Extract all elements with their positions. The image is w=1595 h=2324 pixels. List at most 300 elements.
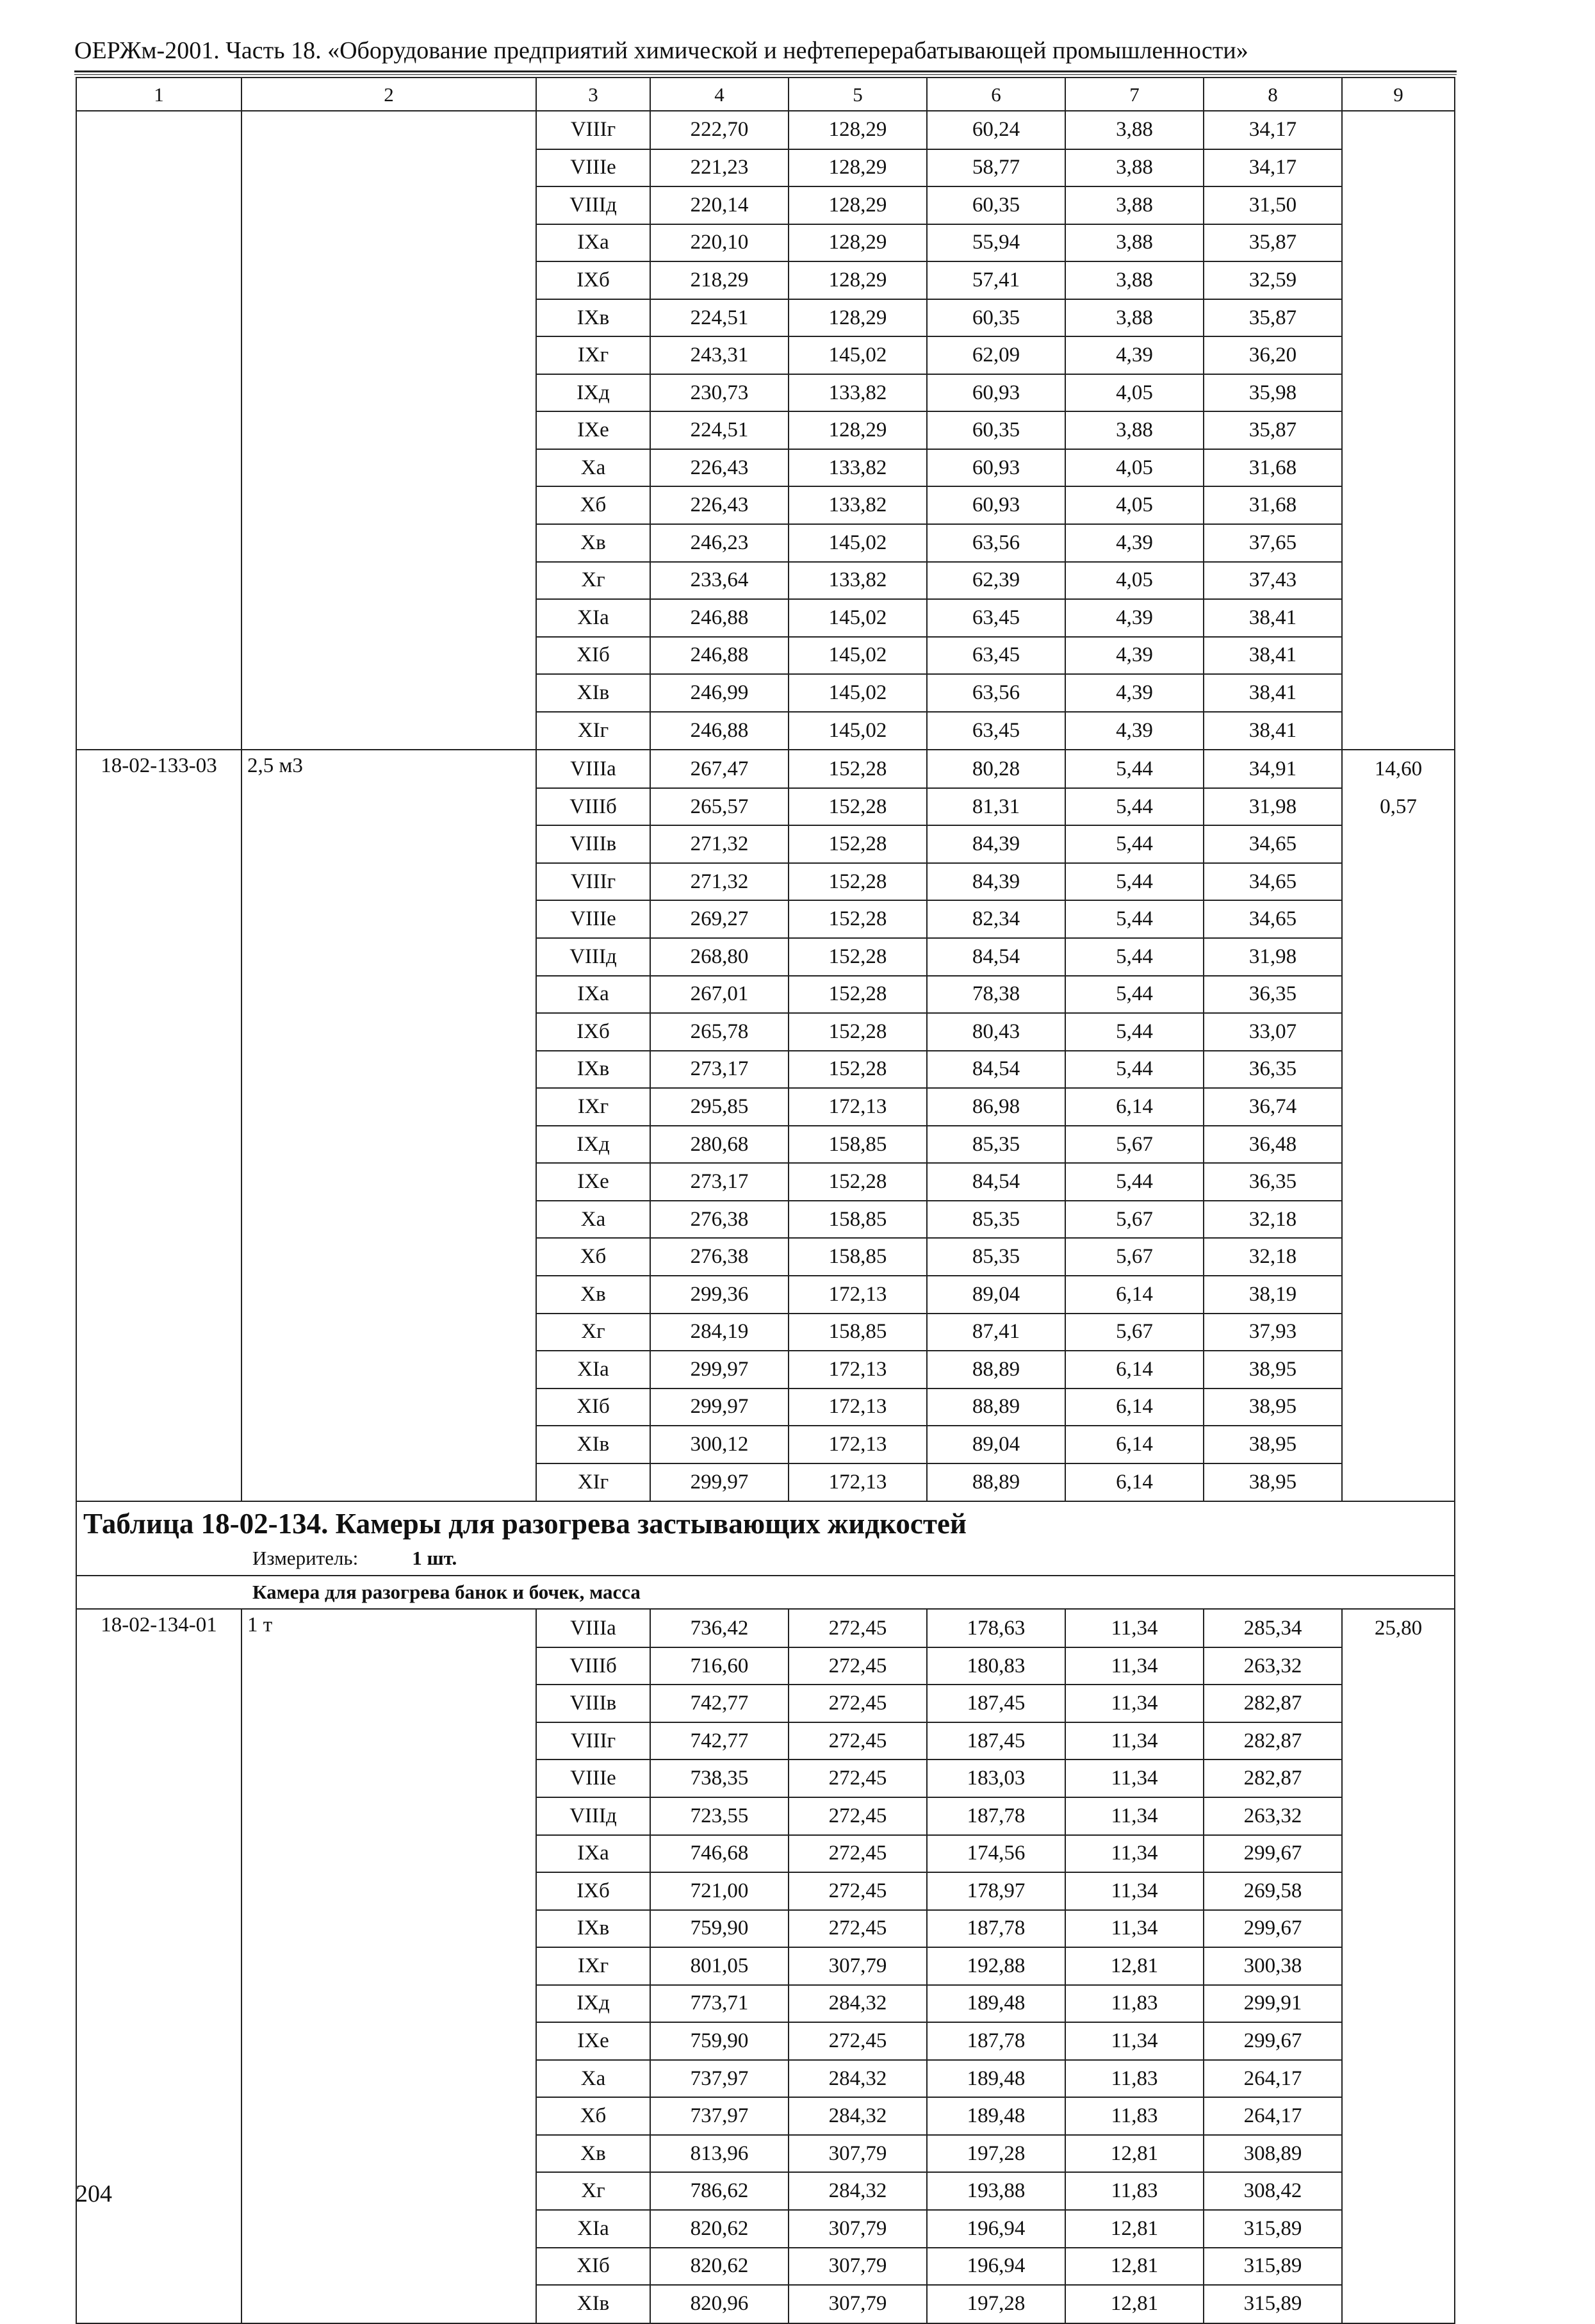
driver-wages-cell: 4,39 bbox=[1065, 674, 1204, 712]
page-header: ОЕРЖм-2001. Часть 18. «Оборудование предприятий химической и нефтеперерабатывающей промышленности» bbox=[74, 37, 1248, 64]
region-cell: VIIIб bbox=[536, 1647, 650, 1685]
table-row bbox=[76, 1238, 1455, 1276]
name-cell bbox=[241, 299, 536, 337]
machines-cell: 82,34 bbox=[927, 900, 1065, 938]
machines-cell: 85,35 bbox=[927, 1201, 1065, 1239]
total-cost-cell: 265,78 bbox=[650, 1013, 789, 1051]
total-cost-cell: 801,05 bbox=[650, 1947, 789, 1985]
name-cell bbox=[241, 224, 536, 262]
table-row bbox=[76, 524, 1455, 562]
region-cell: VIIIе bbox=[536, 1759, 650, 1797]
total-cost-cell: 284,19 bbox=[650, 1314, 789, 1351]
materials-cell: 34,17 bbox=[1204, 149, 1342, 187]
region-cell: XIa bbox=[536, 599, 650, 637]
driver-wages-cell: 11,34 bbox=[1065, 1797, 1204, 1835]
wages-cell: 128,29 bbox=[789, 149, 927, 187]
code-cell bbox=[76, 1947, 241, 1985]
region-cell: IXв bbox=[536, 1910, 650, 1948]
machines-cell: 189,48 bbox=[927, 1985, 1065, 2023]
materials-cell: 38,19 bbox=[1204, 1276, 1342, 1314]
table-row bbox=[76, 224, 1455, 262]
materials-cell: 264,17 bbox=[1204, 2060, 1342, 2098]
materials-cell: 36,35 bbox=[1204, 976, 1342, 1014]
table-row bbox=[76, 1835, 1455, 1873]
code-cell bbox=[76, 1647, 241, 1685]
driver-wages-cell: 12,81 bbox=[1065, 1947, 1204, 1985]
name-cell bbox=[241, 1759, 536, 1797]
labor-cell bbox=[1342, 900, 1455, 938]
table-row bbox=[76, 2022, 1455, 2060]
code-cell bbox=[76, 524, 241, 562]
total-cost-cell: 773,71 bbox=[650, 1985, 789, 2023]
table-row bbox=[76, 374, 1455, 412]
driver-wages-cell: 11,34 bbox=[1065, 1872, 1204, 1910]
total-cost-cell: 267,47 bbox=[650, 750, 789, 788]
region-cell: VIIIa bbox=[536, 1609, 650, 1647]
labor-cell bbox=[1342, 637, 1455, 675]
materials-cell: 35,87 bbox=[1204, 224, 1342, 262]
labor-cell bbox=[1342, 299, 1455, 337]
table-row bbox=[76, 2060, 1455, 2098]
driver-wages-cell: 5,44 bbox=[1065, 1163, 1204, 1201]
table-group-continued bbox=[76, 111, 1455, 750]
section-cell bbox=[76, 1576, 1455, 1609]
wages-cell: 128,29 bbox=[789, 111, 927, 149]
driver-wages-cell: 12,81 bbox=[1065, 2285, 1204, 2323]
region-cell: IXв bbox=[536, 1051, 650, 1089]
labor-cell bbox=[1342, 224, 1455, 262]
name-cell bbox=[241, 149, 536, 187]
machines-cell: 193,88 bbox=[927, 2172, 1065, 2210]
machines-cell: 55,94 bbox=[927, 224, 1065, 262]
wages-cell: 272,45 bbox=[789, 1872, 927, 1910]
code-cell bbox=[76, 411, 241, 449]
wages-cell: 152,28 bbox=[789, 750, 927, 788]
region-cell: XIв bbox=[536, 1426, 650, 1463]
wages-cell: 307,79 bbox=[789, 2210, 927, 2248]
wages-cell: 133,82 bbox=[789, 374, 927, 412]
region-cell: IXе bbox=[536, 2022, 650, 2060]
region-cell: VIIIе bbox=[536, 149, 650, 187]
driver-wages-cell: 5,44 bbox=[1065, 825, 1204, 863]
driver-wages-cell: 4,39 bbox=[1065, 336, 1204, 374]
code-cell bbox=[76, 1238, 241, 1276]
name-cell: 2,5 м3 bbox=[241, 750, 536, 788]
materials-cell: 31,68 bbox=[1204, 449, 1342, 487]
table-row bbox=[76, 261, 1455, 299]
labor-cell: 25,80 bbox=[1342, 1609, 1455, 1647]
labor-cell bbox=[1342, 486, 1455, 524]
name-cell bbox=[241, 1426, 536, 1463]
name-cell bbox=[241, 1238, 536, 1276]
name-cell bbox=[241, 1463, 536, 1502]
driver-wages-cell: 11,34 bbox=[1065, 1722, 1204, 1760]
total-cost-cell: 243,31 bbox=[650, 336, 789, 374]
machines-cell: 84,54 bbox=[927, 938, 1065, 976]
labor-cell bbox=[1342, 1351, 1455, 1389]
code-cell bbox=[76, 224, 241, 262]
code-cell bbox=[76, 2135, 241, 2173]
column-number: 1 bbox=[76, 78, 241, 111]
total-cost-cell: 299,97 bbox=[650, 1389, 789, 1426]
region-cell: IXе bbox=[536, 411, 650, 449]
measure-line bbox=[77, 1548, 1454, 1569]
labor-cell bbox=[1342, 2135, 1455, 2173]
measure-label: Измеритель: bbox=[252, 1547, 359, 1570]
wages-cell: 133,82 bbox=[789, 562, 927, 600]
wages-cell: 272,45 bbox=[789, 1722, 927, 1760]
total-cost-cell: 820,62 bbox=[650, 2210, 789, 2248]
code-cell bbox=[76, 299, 241, 337]
table-row bbox=[76, 2285, 1455, 2323]
table-row bbox=[76, 2210, 1455, 2248]
wages-cell: 272,45 bbox=[789, 2022, 927, 2060]
wages-cell: 145,02 bbox=[789, 524, 927, 562]
materials-cell: 282,87 bbox=[1204, 1722, 1342, 1760]
materials-cell: 282,87 bbox=[1204, 1685, 1342, 1722]
wages-cell: 284,32 bbox=[789, 2172, 927, 2210]
machines-cell: 60,93 bbox=[927, 449, 1065, 487]
labor-cell bbox=[1342, 149, 1455, 187]
total-cost-cell: 299,97 bbox=[650, 1463, 789, 1502]
region-cell: XIa bbox=[536, 1351, 650, 1389]
region-cell: VIIIг bbox=[536, 1722, 650, 1760]
total-cost-cell: 273,17 bbox=[650, 1163, 789, 1201]
machines-cell: 84,54 bbox=[927, 1051, 1065, 1089]
wages-cell: 172,13 bbox=[789, 1351, 927, 1389]
table-row bbox=[76, 1051, 1455, 1089]
code-cell bbox=[76, 449, 241, 487]
total-cost-cell: 246,88 bbox=[650, 637, 789, 675]
code-cell bbox=[76, 1276, 241, 1314]
name-cell bbox=[241, 1088, 536, 1126]
name-cell bbox=[241, 1722, 536, 1760]
region-cell: Xб bbox=[536, 2097, 650, 2135]
total-cost-cell: 738,35 bbox=[650, 1759, 789, 1797]
labor-cell bbox=[1342, 1463, 1455, 1502]
table-row bbox=[76, 1685, 1455, 1722]
wages-cell: 272,45 bbox=[789, 1609, 927, 1647]
measure-unit: 1 шт. bbox=[412, 1547, 457, 1570]
materials-cell: 264,17 bbox=[1204, 2097, 1342, 2135]
region-cell: Xa bbox=[536, 1201, 650, 1239]
wages-cell: 272,45 bbox=[789, 1797, 927, 1835]
machines-cell: 80,43 bbox=[927, 1013, 1065, 1051]
header-rule bbox=[74, 70, 1457, 72]
name-cell bbox=[241, 1314, 536, 1351]
driver-wages-cell: 5,67 bbox=[1065, 1126, 1204, 1164]
labor-cell bbox=[1342, 336, 1455, 374]
code-cell bbox=[76, 2210, 241, 2248]
wages-cell: 272,45 bbox=[789, 1759, 927, 1797]
table-group-18-02-133-03 bbox=[76, 750, 1455, 1501]
code-cell bbox=[76, 863, 241, 901]
driver-wages-cell: 6,14 bbox=[1065, 1276, 1204, 1314]
region-cell: IXг bbox=[536, 1088, 650, 1126]
labor-cell bbox=[1342, 2210, 1455, 2248]
region-cell: VIIIб bbox=[536, 788, 650, 826]
name-cell bbox=[241, 261, 536, 299]
code-cell bbox=[76, 1013, 241, 1051]
driver-wages-cell: 3,88 bbox=[1065, 411, 1204, 449]
materials-cell: 34,65 bbox=[1204, 900, 1342, 938]
table-row bbox=[76, 1201, 1455, 1239]
code-cell bbox=[76, 486, 241, 524]
table-row bbox=[76, 1910, 1455, 1948]
labor-cell bbox=[1342, 674, 1455, 712]
driver-wages-cell: 11,83 bbox=[1065, 2097, 1204, 2135]
materials-cell: 300,38 bbox=[1204, 1947, 1342, 1985]
code-cell bbox=[76, 1759, 241, 1797]
code-cell bbox=[76, 788, 241, 826]
table-row bbox=[76, 486, 1455, 524]
name-cell bbox=[241, 2172, 536, 2210]
labor-cell bbox=[1342, 261, 1455, 299]
driver-wages-cell: 6,14 bbox=[1065, 1426, 1204, 1463]
materials-cell: 315,89 bbox=[1204, 2248, 1342, 2286]
driver-wages-cell: 5,44 bbox=[1065, 1013, 1204, 1051]
driver-wages-cell: 3,88 bbox=[1065, 149, 1204, 187]
labor-cell bbox=[1342, 2022, 1455, 2060]
page-number: 204 bbox=[76, 2180, 112, 2207]
total-cost-cell: 268,80 bbox=[650, 938, 789, 976]
wages-cell: 272,45 bbox=[789, 1685, 927, 1722]
table-title: Таблица 18-02-134. Камеры для разогрева застывающих жидкостей bbox=[83, 1508, 967, 1540]
code-cell bbox=[76, 1126, 241, 1164]
materials-cell: 299,67 bbox=[1204, 1910, 1342, 1948]
wages-cell: 172,13 bbox=[789, 1463, 927, 1502]
driver-wages-cell: 11,34 bbox=[1065, 1759, 1204, 1797]
column-number: 8 bbox=[1204, 78, 1342, 111]
code-cell bbox=[76, 938, 241, 976]
machines-cell: 88,89 bbox=[927, 1351, 1065, 1389]
labor-cell bbox=[1342, 1314, 1455, 1351]
total-cost-cell: 246,23 bbox=[650, 524, 789, 562]
materials-cell: 308,89 bbox=[1204, 2135, 1342, 2173]
region-cell: IXд bbox=[536, 1126, 650, 1164]
driver-wages-cell: 5,44 bbox=[1065, 788, 1204, 826]
wages-cell: 152,28 bbox=[789, 825, 927, 863]
labor-cell bbox=[1342, 1722, 1455, 1760]
labor-cell bbox=[1342, 1013, 1455, 1051]
code-cell bbox=[76, 2285, 241, 2323]
wages-cell: 284,32 bbox=[789, 2097, 927, 2135]
labor-cell bbox=[1342, 111, 1455, 149]
total-cost-cell: 226,43 bbox=[650, 449, 789, 487]
total-cost-cell: 230,73 bbox=[650, 374, 789, 412]
region-cell: IXб bbox=[536, 1872, 650, 1910]
name-cell bbox=[241, 186, 536, 224]
region-cell: XIв bbox=[536, 2285, 650, 2323]
table-row bbox=[76, 1088, 1455, 1126]
name-cell bbox=[241, 411, 536, 449]
total-cost-cell: 246,88 bbox=[650, 599, 789, 637]
wages-cell: 133,82 bbox=[789, 486, 927, 524]
labor-cell bbox=[1342, 1685, 1455, 1722]
region-cell: XIa bbox=[536, 2210, 650, 2248]
machines-cell: 62,09 bbox=[927, 336, 1065, 374]
table-row bbox=[76, 562, 1455, 600]
materials-cell: 35,87 bbox=[1204, 299, 1342, 337]
materials-cell: 263,32 bbox=[1204, 1647, 1342, 1685]
machines-cell: 60,93 bbox=[927, 486, 1065, 524]
driver-wages-cell: 4,39 bbox=[1065, 637, 1204, 675]
section-label: Камера для разогрева банок и бочек, масса bbox=[252, 1581, 641, 1604]
column-number: 4 bbox=[650, 78, 789, 111]
code-cell bbox=[76, 336, 241, 374]
table-row bbox=[76, 976, 1455, 1014]
driver-wages-cell: 5,67 bbox=[1065, 1201, 1204, 1239]
machines-cell: 60,24 bbox=[927, 111, 1065, 149]
table-group-18-02-134-01 bbox=[76, 1609, 1455, 2323]
region-cell: Xa bbox=[536, 2060, 650, 2098]
table-row bbox=[76, 900, 1455, 938]
materials-cell: 31,98 bbox=[1204, 938, 1342, 976]
total-cost-cell: 746,68 bbox=[650, 1835, 789, 1873]
wages-cell: 172,13 bbox=[789, 1426, 927, 1463]
name-cell bbox=[241, 976, 536, 1014]
materials-cell: 36,20 bbox=[1204, 336, 1342, 374]
name-cell bbox=[241, 562, 536, 600]
machines-cell: 189,48 bbox=[927, 2060, 1065, 2098]
name-cell bbox=[241, 1276, 536, 1314]
total-cost-cell: 786,62 bbox=[650, 2172, 789, 2210]
machines-cell: 187,45 bbox=[927, 1685, 1065, 1722]
labor-cell bbox=[1342, 1647, 1455, 1685]
norms-table bbox=[76, 77, 1455, 2324]
table-row bbox=[76, 1985, 1455, 2023]
total-cost-cell: 221,23 bbox=[650, 149, 789, 187]
name-cell bbox=[241, 863, 536, 901]
region-cell: Xг bbox=[536, 1314, 650, 1351]
materials-cell: 36,35 bbox=[1204, 1163, 1342, 1201]
driver-wages-cell: 5,44 bbox=[1065, 976, 1204, 1014]
region-cell: VIIIд bbox=[536, 1797, 650, 1835]
driver-wages-cell: 11,34 bbox=[1065, 1685, 1204, 1722]
table-row bbox=[76, 1163, 1455, 1201]
wages-cell: 172,13 bbox=[789, 1276, 927, 1314]
materials-cell: 38,95 bbox=[1204, 1463, 1342, 1502]
table-row bbox=[76, 1872, 1455, 1910]
code-cell bbox=[76, 2248, 241, 2286]
name-cell bbox=[241, 1051, 536, 1089]
code-cell bbox=[76, 2022, 241, 2060]
region-cell: IXб bbox=[536, 1013, 650, 1051]
materials-cell: 31,50 bbox=[1204, 186, 1342, 224]
driver-wages-cell: 3,88 bbox=[1065, 186, 1204, 224]
wages-cell: 284,32 bbox=[789, 2060, 927, 2098]
wages-cell: 145,02 bbox=[789, 674, 927, 712]
code-cell bbox=[76, 1797, 241, 1835]
table-row bbox=[76, 750, 1455, 788]
machines-cell: 57,41 bbox=[927, 261, 1065, 299]
region-cell: VIIIд bbox=[536, 186, 650, 224]
region-cell: Xa bbox=[536, 449, 650, 487]
table-row bbox=[76, 863, 1455, 901]
wages-cell: 307,79 bbox=[789, 2285, 927, 2323]
driver-wages-cell: 5,44 bbox=[1065, 750, 1204, 788]
name-cell bbox=[241, 2135, 536, 2173]
materials-cell: 36,74 bbox=[1204, 1088, 1342, 1126]
materials-cell: 38,41 bbox=[1204, 637, 1342, 675]
labor-cell bbox=[1342, 562, 1455, 600]
machines-cell: 86,98 bbox=[927, 1088, 1065, 1126]
total-cost-cell: 246,99 bbox=[650, 674, 789, 712]
machines-cell: 60,93 bbox=[927, 374, 1065, 412]
machines-cell: 60,35 bbox=[927, 299, 1065, 337]
machines-cell: 84,39 bbox=[927, 825, 1065, 863]
name-cell bbox=[241, 486, 536, 524]
region-cell: VIIIд bbox=[536, 938, 650, 976]
region-cell: VIIIв bbox=[536, 825, 650, 863]
region-cell: Xг bbox=[536, 562, 650, 600]
table-title-block bbox=[76, 1501, 1455, 1609]
name-cell bbox=[241, 825, 536, 863]
region-cell: Xб bbox=[536, 1238, 650, 1276]
table-row bbox=[76, 712, 1455, 750]
table-row bbox=[76, 411, 1455, 449]
machines-cell: 192,88 bbox=[927, 1947, 1065, 1985]
labor-cell bbox=[1342, 186, 1455, 224]
total-cost-cell: 721,00 bbox=[650, 1872, 789, 1910]
machines-cell: 63,45 bbox=[927, 637, 1065, 675]
code-cell bbox=[76, 1163, 241, 1201]
materials-cell: 38,41 bbox=[1204, 712, 1342, 750]
code-cell bbox=[76, 1201, 241, 1239]
materials-cell: 36,35 bbox=[1204, 1051, 1342, 1089]
machines-cell: 197,28 bbox=[927, 2135, 1065, 2173]
labor-cell bbox=[1342, 2285, 1455, 2323]
name-cell bbox=[241, 2097, 536, 2135]
driver-wages-cell: 3,88 bbox=[1065, 261, 1204, 299]
wages-cell: 158,85 bbox=[789, 1314, 927, 1351]
driver-wages-cell: 6,14 bbox=[1065, 1088, 1204, 1126]
table-row bbox=[76, 1426, 1455, 1463]
labor-cell bbox=[1342, 449, 1455, 487]
wages-cell: 152,28 bbox=[789, 863, 927, 901]
code-cell bbox=[76, 261, 241, 299]
name-cell bbox=[241, 637, 536, 675]
region-cell: IXб bbox=[536, 261, 650, 299]
code-cell bbox=[76, 900, 241, 938]
table-row bbox=[76, 1126, 1455, 1164]
driver-wages-cell: 5,44 bbox=[1065, 863, 1204, 901]
labor-cell bbox=[1342, 1910, 1455, 1948]
table-row bbox=[76, 1759, 1455, 1797]
code-cell bbox=[76, 2097, 241, 2135]
column-number: 9 bbox=[1342, 78, 1455, 111]
materials-cell: 31,98 bbox=[1204, 788, 1342, 826]
wages-cell: 128,29 bbox=[789, 186, 927, 224]
driver-wages-cell: 11,83 bbox=[1065, 1985, 1204, 2023]
wages-cell: 145,02 bbox=[789, 599, 927, 637]
total-cost-cell: 265,57 bbox=[650, 788, 789, 826]
region-cell: VIIIв bbox=[536, 1685, 650, 1722]
labor-cell bbox=[1342, 976, 1455, 1014]
wages-cell: 152,28 bbox=[789, 1163, 927, 1201]
materials-cell: 282,87 bbox=[1204, 1759, 1342, 1797]
name-cell bbox=[241, 712, 536, 750]
wages-cell: 145,02 bbox=[789, 336, 927, 374]
wages-cell: 307,79 bbox=[789, 1947, 927, 1985]
table-row bbox=[76, 1276, 1455, 1314]
code-cell: 18-02-133-03 bbox=[76, 750, 241, 788]
wages-cell: 128,29 bbox=[789, 299, 927, 337]
region-cell: Xб bbox=[536, 486, 650, 524]
labor-cell bbox=[1342, 1835, 1455, 1873]
table-row bbox=[76, 336, 1455, 374]
labor-cell bbox=[1342, 2060, 1455, 2098]
